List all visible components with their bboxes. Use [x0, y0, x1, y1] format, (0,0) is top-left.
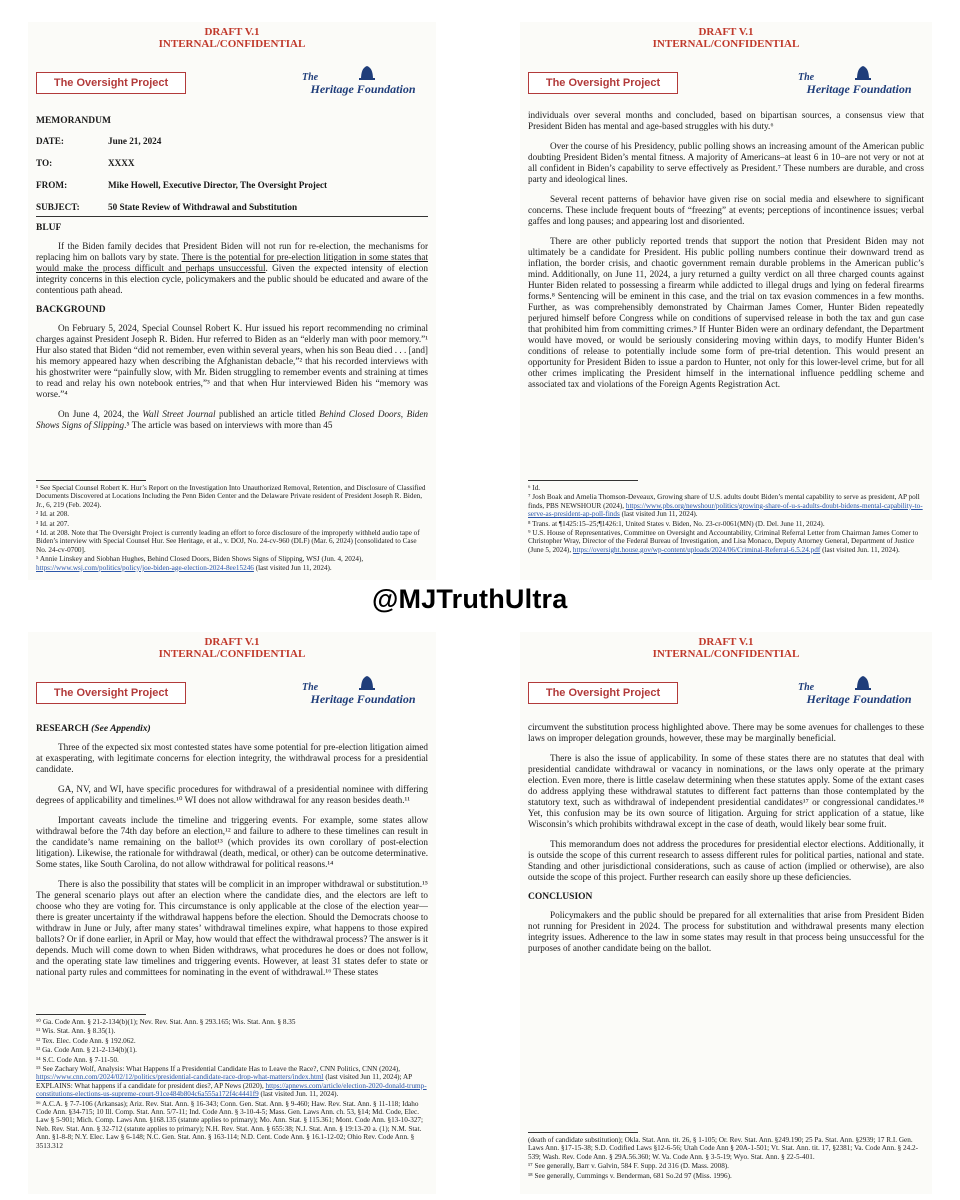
background-heading: BACKGROUND — [36, 305, 106, 315]
heritage-foundation-logo — [298, 682, 428, 705]
oversight-project-logo: The Oversight Project — [528, 682, 678, 704]
logo-bar — [520, 674, 932, 712]
memo-row-to: TO: XXXX — [36, 158, 135, 168]
confidential-label: INTERNAL/CONFIDENTIAL — [158, 648, 306, 660]
memo-row-from: FROM: Mike Howell, Executive Director, The Oversight Project — [36, 180, 328, 190]
footnotes-page-1: ¹ See Special Counsel Robert K. Hur’s Report on the Investigation Into Unauthorized Removal, Retention, and Disclosure of Classified Documents Discovered at Locations Including the Penn Biden Center and the Delaware Private resident of President Joseph R. Biden, Jr., 6, 219 (Feb. 2024). ² Id. at 208. ³ Id. at 207. ⁴ Id. at 208. Note that The Oversight Project is currently leading an effort to force disclosure of the improperly withheld audio tape of Biden’s interview with Special Counsel Hur. See Heritage, et al., v. DOJ, No. 24-cv-960 (DLF) (Mar. 6, 2024) [consolidated to Case No. 24-cv-0700]. ⁵ Annie Linskey and Siobhan Hughes, Behind Closed Doors, Biden Shows Signs of Slipping, WSJ (Jun. 4, 2024), https://www.wsj.com/politics/policy/joe-biden-age-election-2024-8ee15246 (last visited Jun 11, 2024). — [28, 480, 436, 573]
memo-title: MEMORANDUM — [36, 116, 111, 126]
liberty-bell-icon — [852, 64, 874, 80]
page-4-body: circumvent the substitution process highlighted above. There may be some avenues for challenges to these laws on improper delegation grounds, however, these may be marginally beneficial. There is also the issue of applicability. In some of these states there are no statutes that deal with presidential candidate withdrawal or vacancy in nominations, or the laws only operate at the primary election. Even more, there is little caselaw determining when these statutes apply. Some of the extant cases do address applying these withdrawal statutes to different fact patterns than those contemplated by the statutory text, such as withdrawal of independent presidential candidates¹⁷ or congressional candidates.¹⁸ Yet, this confusion may be its own source of litigation. Arguing for strict application of a statue, like Wisconsin’s which prohibits withdrawal except in the case of death, would likely bear some fruit. This memorandum does not address the procedures for presidential elector elections. Additionally, it is outside the scope of this current research to assess different rules for political parties, national and state. Standing and other jurisdictional considerations, such as cause of action (implied or otherwise), are also outside the scope of this project. Further research can easily shore up these deficiencies. — [528, 722, 924, 882]
memo-row-date: DATE: June 21, 2024 — [36, 136, 162, 146]
heritage-the: The — [798, 681, 815, 693]
watermark-handle: @MJTruthUltra — [372, 584, 568, 614]
heritage-name: Heritage Foundation — [310, 81, 416, 96]
oversight-house-link[interactable]: https://oversight.house.gov/wp-content/uploads/2024/06/Criminal-Referral-6.5.24.pdf — [572, 545, 821, 554]
oversight-project-logo: The Oversight Project — [36, 72, 186, 94]
confidential-label: INTERNAL/CONFIDENTIAL — [652, 648, 800, 660]
memo-page-2 — [520, 22, 932, 580]
bluf-heading: BLUF — [36, 223, 62, 233]
draft-label: DRAFT V.1 — [698, 26, 754, 38]
logo-bar — [28, 674, 436, 712]
conclusion-heading: CONCLUSION — [528, 892, 593, 902]
draft-label: DRAFT V.1 — [698, 636, 754, 648]
heritage-the: The — [798, 71, 815, 83]
liberty-bell-icon — [356, 674, 378, 690]
heritage-the: The — [302, 71, 319, 83]
draft-label: DRAFT V.1 — [204, 26, 260, 38]
logo-bar — [28, 64, 436, 102]
research-heading: RESEARCH (See Appendix) — [36, 724, 151, 734]
footnotes-page-2: ⁶ Id. ⁷ Josh Boak and Amelia Thomson-Deveaux, Growing share of U.S. adults doubt Biden’s mental capability to serve as president, AP poll finds, PBS NEWSHOUR (2024), https://www.pbs.org/newshour/politics/growing-share-of-u-s-adults-doubt-bidens-mental-capability-to-serve-as-president-ap-poll-finds (last visited Jun 11, 2024). ⁸ Trans. at ¶1425:15–25;¶1426:1, United States v. Biden, No. 23-cr-0061(MN) (D. Del. June 11, 2024). ⁹ U.S. House of Representatives, Committee on Oversight and Accountability, Criminal Referral Letter from Chairman James Comer to Christopher Wray, Director of the Federal Bureau of Investigation, and Lisa Monaco, Deputy Attorney General, Department of Justice (June 5, 2024), https://oversight.house.gov/wp-content/uploads/2024/06/Criminal-Referral-6.5.24.pdf (last visited Jun. 11, 2024). — [520, 480, 932, 555]
liberty-bell-icon — [356, 64, 378, 80]
heritage-foundation-logo — [298, 72, 428, 95]
liberty-bell-icon — [852, 674, 874, 690]
draft-label: DRAFT V.1 — [204, 636, 260, 648]
research-body: Three of the expected six most contested states have some potential for pre-election litigation aimed at exasperating, with legitimate concerns for election integrity, the withdrawal process for a presidential candidate. GA, NV, and WI, have specific procedures for withdrawal of a presidential nominee with differing degrees of applicability and timelines.¹⁰ WI does not allow withdrawal for any reason besides death.¹¹ Important caveats include the timeline and triggering events. For example, some states allow withdrawal before the 74th day before an election,¹² and failure to adhere to these timelines can result in the candidate’s name remaining on the ballot¹³ (which provides its own corollary of post-election litigation). Likewise, the rationale for withdrawal (death, medical, or other) can be outcome determinative. Some states, like South Carolina, do not allow withdrawal for political reasons.¹⁴ There is also the possibility that states will be complicit in an improper withdrawal or substitution.¹⁵ The general scenario plays out after an election where the candidate dies, and the electors are left to choose who they are voting for. This circumstance is only applicable at the close of the election year—there is greater uncertainty if the withdrawal happens before the election. Should the Democrats choose to withdraw in June or July, after many states’ withdrawal timelines expire, what happens to those expired ballots? Or if done earlier, in April or May, how would that effect the withdrawal process? The answer is it depends. Much will come down to when Biden withdraws, what procedures he does or does not follow, and the operating state law timelines and triggering events. However, at least 31 states defer to state or national party rules and committees for nominating in the event of withdrawal.¹⁶ These states — [36, 742, 428, 977]
bluf-body: If the Biden family decides that President Biden will not run for re-election, the mechanisms for replacing him on ballots vary by state. There is the potential for pre-election litigation in some states that would make the process difficult and perhaps unsuccessful. Given the expected intensity of election integrity concerns in this election cycle, policymakers and the public should be educated and aware of the contentious path ahead. — [36, 241, 428, 295]
page-2-body: individuals over several months and concluded, based on bipartisan sources, a consensus view that President Biden has mental and age-based struggles with his duty.⁶ Over the course of his Presidency, public polling shows an increasing amount of the American public doubting President Biden’s mental fitness. A majority of Americans–at least 6 in 10–are not very or not at all confident in Biden’s capability to serve effectively as President.⁷ These numbers are durable, and cross party and ideological lines. Several recent patterns of behavior have given rise on social media and elsewhere to significant concerns. These include frequent bouts of “freezing” at events; perceptions of incontinence issues; verbal gaffes and long pauses; and appearing lost and disoriented. There are other publicly reported trends that support the notion that President Biden may not ultimately be a candidate for President. His public polling numbers continue their downward trend as inflation, the border crisis, and chaotic government remain durable problems in the American public’s mind. Additionally, on June 11, 2024, a jury returned a guilty verdict on all three charged counts against Hunter Biden related to possessing a firearm while addicted to illegal drugs and lying on federal firearms forms.⁸ Sentencing will be eminent in this case, and the trial on tax evasion commences in a few months. Further, as was comprehensibly demonstrated by Chairman James Comer, Hunter Biden repeatedly perjured himself before Congress while on conditions of supervised release in both the tax and gun case that prohibited him from committing crimes.⁹ If Hunter Biden were an ordinary defendant, the Department would have moved, or would be seriously considering moving within days, to modify Hunter Biden’s conditions of release to potentially include some form of pre-trial detention. This would present an opportunity for President Biden to issue a pardon to Hunter, not only for this lower-level crime, but for all other crimes implicating the President himself in the international influence peddling scheme and associated tax and violations of the Foreign Agents Registration Act. — [528, 110, 924, 389]
apnews-link[interactable]: https://apnews.com/article/election-2020-donald-trump-constitutions-elections-us-supreme-court-91ce484b804c6a555a172f4c4441f9 — [36, 1081, 427, 1099]
cnn-link[interactable]: https://www.cnn.com/2024/02/12/politics/presidential-candidate-race-drop-what-matters/index.html — [36, 1073, 324, 1082]
footnotes-page-3: ¹⁰ Ga. Code Ann. § 21-2-134(b)(1); Nev. Rev. Stat. Ann. § 293.165; Wis. Stat. Ann. § 8.35 ¹¹ Wis. Stat. Ann. § 8.35(1). ¹² Tex. Elec. Code Ann. § 192.062. ¹³ Ga. Code Ann. § 21-2-134(b)(1). ¹⁴ S.C. Code Ann. § 7-11-50. ¹⁵ See Zachary Wolf, Analysis: What Happens If a Presidential Candidate Has to Leave the Race?, CNN Politics, CNN (2024), https://www.cnn.com/2024/02/12/politics/presidential-candidate-race-drop-what-matters/index.html (last visited Jun 11, 2024); AP EXPLAINS: What happens if a candidate for president dies?, AP News (2020), https://apnews.com/article/election-2020-donald-trump-constitutions-elections-us-supreme-court-91ce484b804c6a555a172f4c4441f9 (last visited Jun. 11, 2024). ¹⁶ A.C.A. § 7-7-106 (Arkansas); Ariz. Rev. Stat. Ann. § 16-343; Conn. Gen. Stat. Ann. § 9-460; Haw. Rev. Stat. Ann. § 11-118; Idaho Code Ann. §34-715; 10 Ill. Comp. Stat. Ann. 5/7-11; Ind. Code Ann. § 3-10-4-5; Mass. Gen. Laws Ann. ch. 53, §14; Md. Code, Elec. Law § 5-901; Mich. Comp. Laws Ann. §168.135 (statute applies to primary); Mo. Ann. Stat. § 115.361; Mont. Code Ann. §13-10-327; Neb. Rev. Stat. Ann. § 32-712 (statute applies to primary); N.H. Rev. Stat. Ann. § 655:38; N.J. Stat. Ann. § 19:13-20 a. (1); N.M. Stat. Ann. §1-8-8; N.Y. Elec. Law § 6-148; N.C. Gen. Stat. Ann. § 163-114; N.D. Cent. Code Ann. § 16.1-12-02; Ohio Rev. Code Ann. § 3513.312 — [28, 1014, 436, 1151]
heritage-name: Heritage Foundation — [806, 691, 912, 706]
memo-page-4 — [520, 632, 932, 1194]
conclusion-body: Policymakers and the public should be prepared for all externalities that arise from President Biden not running for President in 2024. The process for substitution and withdrawal presents many election integrity issues. Adherence to the law in some states may result in that process being unsuccessful for the purposes of another candidate being on the ballot. — [528, 910, 924, 953]
wsj-link[interactable]: https://www.wsj.com/politics/policy/joe-biden-age-election-2024-8ee15246 — [36, 563, 254, 572]
memo-row-subject: SUBJECT: 50 State Review of Withdrawal and Substitution — [36, 202, 298, 212]
confidential-label: INTERNAL/CONFIDENTIAL — [158, 38, 306, 50]
heritage-name: Heritage Foundation — [806, 81, 912, 96]
footnotes-page-4: (death of candidate substitution); Okla. Stat. Ann. tit. 26, § 1-105; Or. Rev. Stat. Ann. §249.190; 25 Pa. Stat. Ann. §2939; 17 R.I. Gen. Laws Ann. §17-15-38; S.D. Codified Laws §12-6-56; Utah Code Ann § 20A-1-501; Vt. Stat. Ann. tit. 17, §2381; Va. Code Ann. § 24.2-539; Wash. Rev. Code Ann. § 29A.56.360; W. Va. Code Ann. § 3-5-19; Wyo. Stat. Ann. § 22-5-401. ¹⁷ See generally, Barr v. Galvin, 584 F. Supp. 2d 316 (D. Mass. 2008). ¹⁸ See generally, Cummings v. Benderman, 681 So.2d 97 (Miss. 1996). — [520, 1132, 932, 1181]
heritage-foundation-logo — [794, 682, 924, 705]
pbs-link[interactable]: https://www.pbs.org/newshour/politics/growing-share-of-u-s-adults-doubt-bidens-mental-capability-to-serve-as-president-ap-poll-finds — [528, 501, 923, 519]
heritage-name: Heritage Foundation — [310, 691, 416, 706]
memo-page-3 — [28, 632, 436, 1194]
divider — [36, 216, 428, 217]
confidential-label: INTERNAL/CONFIDENTIAL — [652, 38, 800, 50]
heritage-the: The — [302, 681, 319, 693]
oversight-project-logo: The Oversight Project — [36, 682, 186, 704]
oversight-project-logo: The Oversight Project — [528, 72, 678, 94]
heritage-foundation-logo — [794, 72, 924, 95]
logo-bar — [520, 64, 932, 102]
background-body: On February 5, 2024, Special Counsel Robert K. Hur issued his report recommending no criminal charges against President Joseph R. Biden. Hur referred to Biden as an “elderly man with poor memory.”¹ Hur also stated that Biden “did not remember, even within several years, when his son Beau died . . . [and] his memory appeared hazy when describing the Afghanistan debacle,”² that his recorded interviews with his ghostwriter were “painfully slow, with Mr. Biden struggling to remember events and straining at times to read and relay his own notebook entries,”³ and that when Hur interviewed Biden his “memory was worse.”⁴ On June 4, 2024, the Wall Street Journal published an article titled Behind Closed Doors, Biden Shows Signs of Slipping.⁵ The article was based on interviews with more than 45 — [36, 323, 429, 430]
memo-page-1 — [28, 22, 436, 580]
